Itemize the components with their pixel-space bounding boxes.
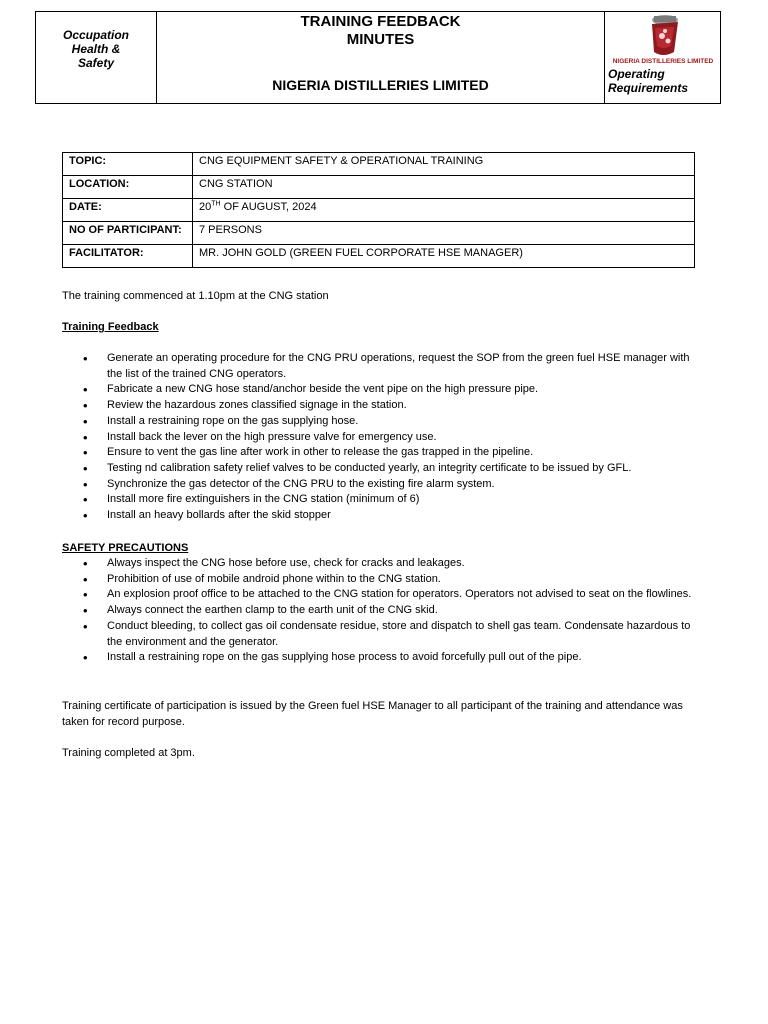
list-item: • Review the hazardous zones classified signage in the station. (62, 398, 702, 414)
list-item: • Prohibition of use of mobile android phone within to the CNG station. (62, 572, 702, 588)
list-item: • Install a restraining rope on the gas supplying hose process to avoid forcefully pull out of the pipe. (62, 650, 702, 666)
logo-caption: NIGERIA DISTILLERIES LIMITED (612, 58, 714, 65)
document-title-line2: MINUTES (346, 31, 415, 48)
list-item: • Fabricate a new CNG hose stand/anchor beside the vent pipe on the high pressure pipe. (62, 382, 702, 398)
list-item: • Install a restraining rope on the gas supplying hose. (62, 414, 702, 430)
table-row (63, 153, 695, 176)
location-value: CNG STATION (193, 176, 695, 199)
intro-text: The training commenced at 1.10pm at the CNG station (62, 290, 329, 302)
list-item: • Conduct bleeding, to collect gas oil condensate residue, store and dispatch to shell gas team. Condensate hazardous to the environment and the generator. (62, 619, 702, 650)
list-item: • Generate an operating procedure for the CNG PRU operations, request the SOP from the green fuel HSE manager with the list of the trained CNG operators. (62, 351, 702, 382)
date-value (193, 199, 695, 222)
topic-label: TOPIC: (63, 153, 193, 176)
list-item: • Install back the lever on the high pressure valve for emergency use. (62, 430, 702, 446)
company-name: NIGERIA DISTILLERIES LIMITED (272, 77, 489, 93)
table-row (63, 245, 695, 268)
date-suffix: TH (211, 200, 221, 208)
participants-value: 7 PERSONS (193, 222, 695, 245)
facilitator-label: FACILITATOR: (63, 245, 193, 268)
department-line: Health & (71, 42, 121, 56)
list-item: • An explosion proof office to be attached to the CNG station for operators. Operators not advised to seat on the flowlines. (62, 587, 702, 603)
title-cell (157, 12, 605, 103)
department-line: Safety (77, 56, 115, 70)
list-item: • Always inspect the CNG hose before use, check for cracks and leakages. (62, 556, 702, 572)
document-title-line1: TRAINING FEEDBACK (300, 13, 461, 30)
completed-text: Training completed at 3pm. (62, 747, 195, 759)
table-row (63, 199, 695, 222)
operating-line: Operating (608, 67, 665, 81)
company-logo-icon (638, 12, 688, 58)
logo-cell (605, 12, 720, 103)
participants-label: NO OF PARTICIPANT: (63, 222, 193, 245)
list-item: • Install an heavy bollards after the skid stopper (62, 508, 702, 524)
document-header (35, 11, 721, 104)
safety-heading: SAFETY PRECAUTIONS (62, 542, 189, 554)
department-line: Occupation (62, 28, 129, 42)
date-rest: OF AUGUST, 2024 (220, 201, 317, 213)
topic-value: CNG EQUIPMENT SAFETY & OPERATIONAL TRAINING (193, 153, 695, 176)
feedback-heading: Training Feedback (62, 321, 159, 333)
table-row (63, 176, 695, 199)
list-item: • Install more fire extinguishers in the CNG station (minimum of 6) (62, 492, 702, 508)
date-label: DATE: (63, 199, 193, 222)
date-day: 20 (199, 201, 212, 213)
list-item: • Always connect the earthen clamp to the earth unit of the CNG skid. (62, 603, 702, 619)
list-item: • Testing nd calibration safety relief valves to be conducted yearly, an integrity certificate to be issued by GFL. (62, 461, 702, 477)
table-row (63, 222, 695, 245)
list-item: • Ensure to vent the gas line after work in other to release the gas trapped in the pipeline. (62, 445, 702, 461)
safety-list (62, 556, 702, 666)
location-label: LOCATION: (63, 176, 193, 199)
feedback-list (62, 351, 702, 524)
certificate-text: Training certificate of participation is issued by the Green fuel HSE Manager to all participant of the training and attendance was taken for record purpose. (62, 700, 683, 728)
department-cell (36, 12, 157, 103)
training-info-table (62, 152, 695, 268)
operating-line: Requirements (608, 81, 689, 95)
list-item: • Synchronize the gas detector of the CNG PRU to the existing fire alarm system. (62, 477, 702, 493)
facilitator-value: MR. JOHN GOLD (GREEN FUEL CORPORATE HSE MANAGER) (193, 245, 695, 268)
operating-requirements (608, 67, 688, 95)
